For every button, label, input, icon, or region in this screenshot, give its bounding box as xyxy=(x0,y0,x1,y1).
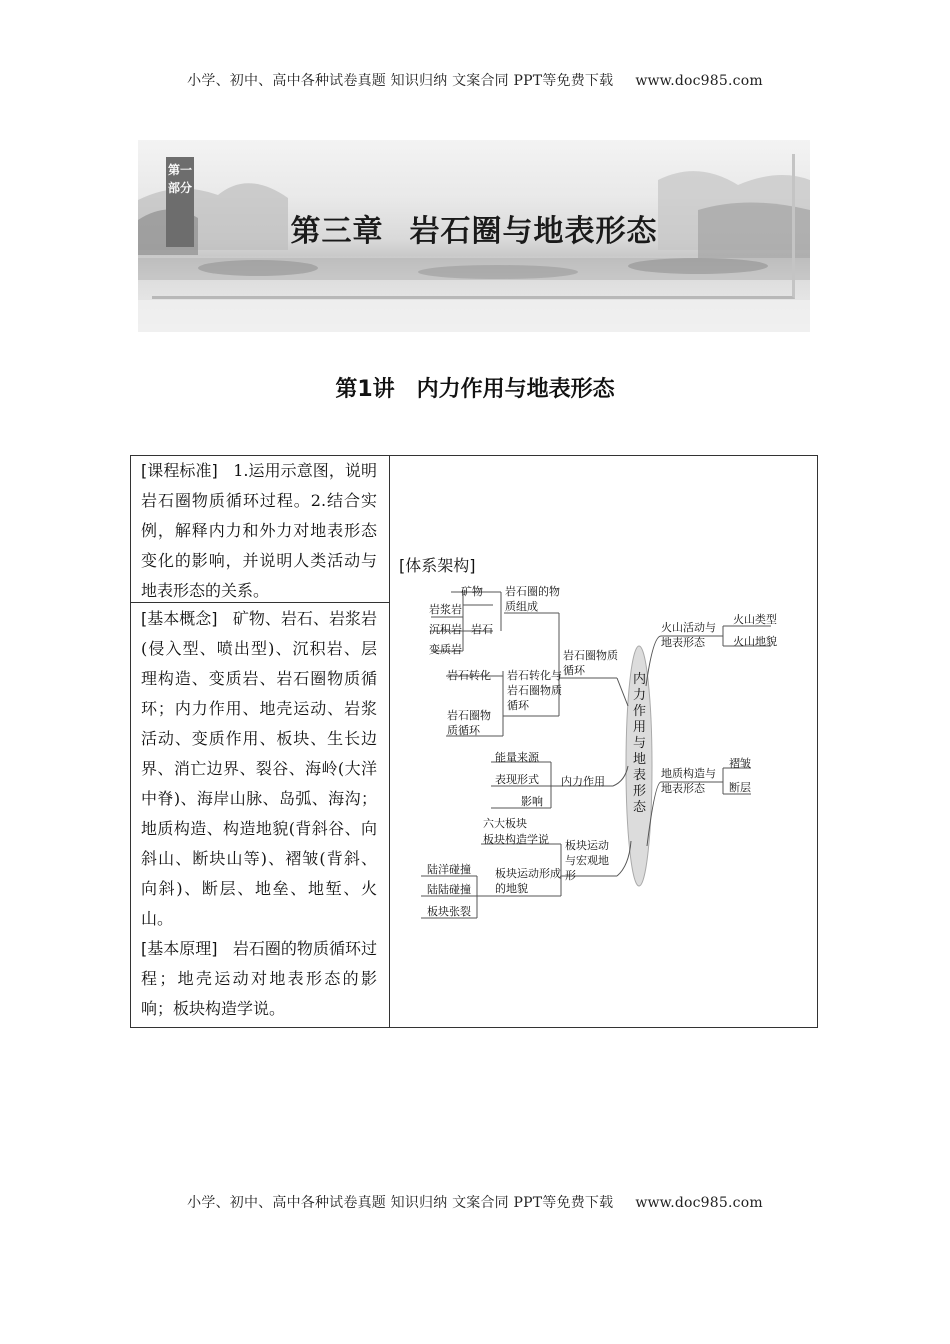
curriculum-standard-cell xyxy=(141,456,377,606)
node-xueshuo: 板块构造学说 xyxy=(483,833,549,846)
node-bianzhiyan: 变质岩 xyxy=(429,643,462,656)
header-text: 小学、初中、高中各种试卷真题 知识归纳 文案合同 PPT等免费下载 xyxy=(187,73,614,89)
concepts-cell xyxy=(141,604,377,1024)
node-luyang: 陆洋碰撞 xyxy=(427,863,471,876)
node-xunhuan-small: 岩石圈物质循环 xyxy=(447,709,491,737)
page-header xyxy=(0,70,950,90)
footer-url: www.doc985.com xyxy=(635,1195,763,1211)
node-lulu: 陆陆碰撞 xyxy=(427,883,471,896)
node-center: 内力作用与地表形态 xyxy=(633,672,647,815)
lecture-name: 内力作用与地表形态 xyxy=(416,377,615,402)
overview-table xyxy=(130,455,818,1028)
part-tag: 第一部分 xyxy=(166,157,194,247)
node-zhuanhua: 岩石转化 xyxy=(447,669,491,682)
node-yanjiangyan: 岩浆岩 xyxy=(429,603,462,616)
node-nengliang: 能量来源 xyxy=(495,751,539,764)
node-zhuanhua-xunhuan: 岩石转化与岩石圈物质循环 xyxy=(507,669,562,712)
node-yanshi: 岩石 xyxy=(471,623,493,636)
chapter-banner xyxy=(138,140,810,332)
node-biaoxian: 表现形式 xyxy=(495,773,539,786)
architecture-label: [体系架构] xyxy=(399,556,476,575)
header-url: www.doc985.com xyxy=(635,73,763,89)
footer-text: 小学、初中、高中各种试卷真题 知识归纳 文案合同 PPT等免费下载 xyxy=(187,1195,614,1211)
node-chenjiyan: 沉积岩 xyxy=(429,623,462,636)
lecture-title xyxy=(0,372,950,403)
page-footer xyxy=(0,1192,950,1212)
node-dizhi: 地质构造与地表形态 xyxy=(661,767,716,795)
node-duanceng: 断层 xyxy=(729,781,751,794)
node-yingxiang: 影响 xyxy=(521,795,543,808)
node-neili: 内力作用 xyxy=(561,775,605,788)
node-huoshan: 火山活动与地表形态 xyxy=(661,621,716,649)
principle-label: [基本原理] xyxy=(141,939,218,958)
node-xunhuan: 岩石圈物质循环 xyxy=(563,649,618,677)
chapter-title: 第三章 岩石圈与地表形态 xyxy=(290,214,658,249)
node-huoshan-type: 火山类型 xyxy=(733,613,777,626)
principle-text: 岩石圈的物质循环过程；地壳运动对地表形态的影响；板块构造学说。 xyxy=(141,939,377,1018)
concept-label: [基本概念] xyxy=(141,609,218,628)
standard-label: [课程标准] xyxy=(141,461,218,480)
lecture-number: 第1讲 xyxy=(335,377,395,402)
node-zucheng: 岩石圈的物质组成 xyxy=(505,585,560,613)
node-huoshan-dimao: 火山地貌 xyxy=(733,635,777,648)
node-zhouzhou: 褶皱 xyxy=(729,757,751,770)
node-kuangwu: 矿物 xyxy=(461,585,483,598)
concept-map xyxy=(391,576,811,926)
node-xingcheng: 板块运动形成的地貌 xyxy=(495,867,561,895)
concept-text: 矿物、岩石、岩浆岩(侵入型、喷出型)、沉积岩、层理构造、变质岩、岩石圈物质循环；内力作用、地壳运动、岩浆活动、变质作用、板块、生长边界、消亡边界、裂谷、海岭(大洋中脊)、海岸山脉、岛弧、海沟；地质构造、构造地貌(背斜谷、向斜山、断块山等)、褶皱(背斜、向斜)、断层、地垒、地堑、火山。 xyxy=(141,609,377,928)
node-zhangli: 板块张裂 xyxy=(427,905,471,918)
standard-text: 1.运用示意图，说明岩石圈物质循环过程。2.结合实例，解释内力和外力对地表形态变化的影响，并说明人类活动与地表形态的关系。 xyxy=(141,461,377,600)
node-liuda: 六大板块 xyxy=(483,817,527,830)
node-bankuai-yundong: 板块运动与宏观地形 xyxy=(565,839,609,882)
